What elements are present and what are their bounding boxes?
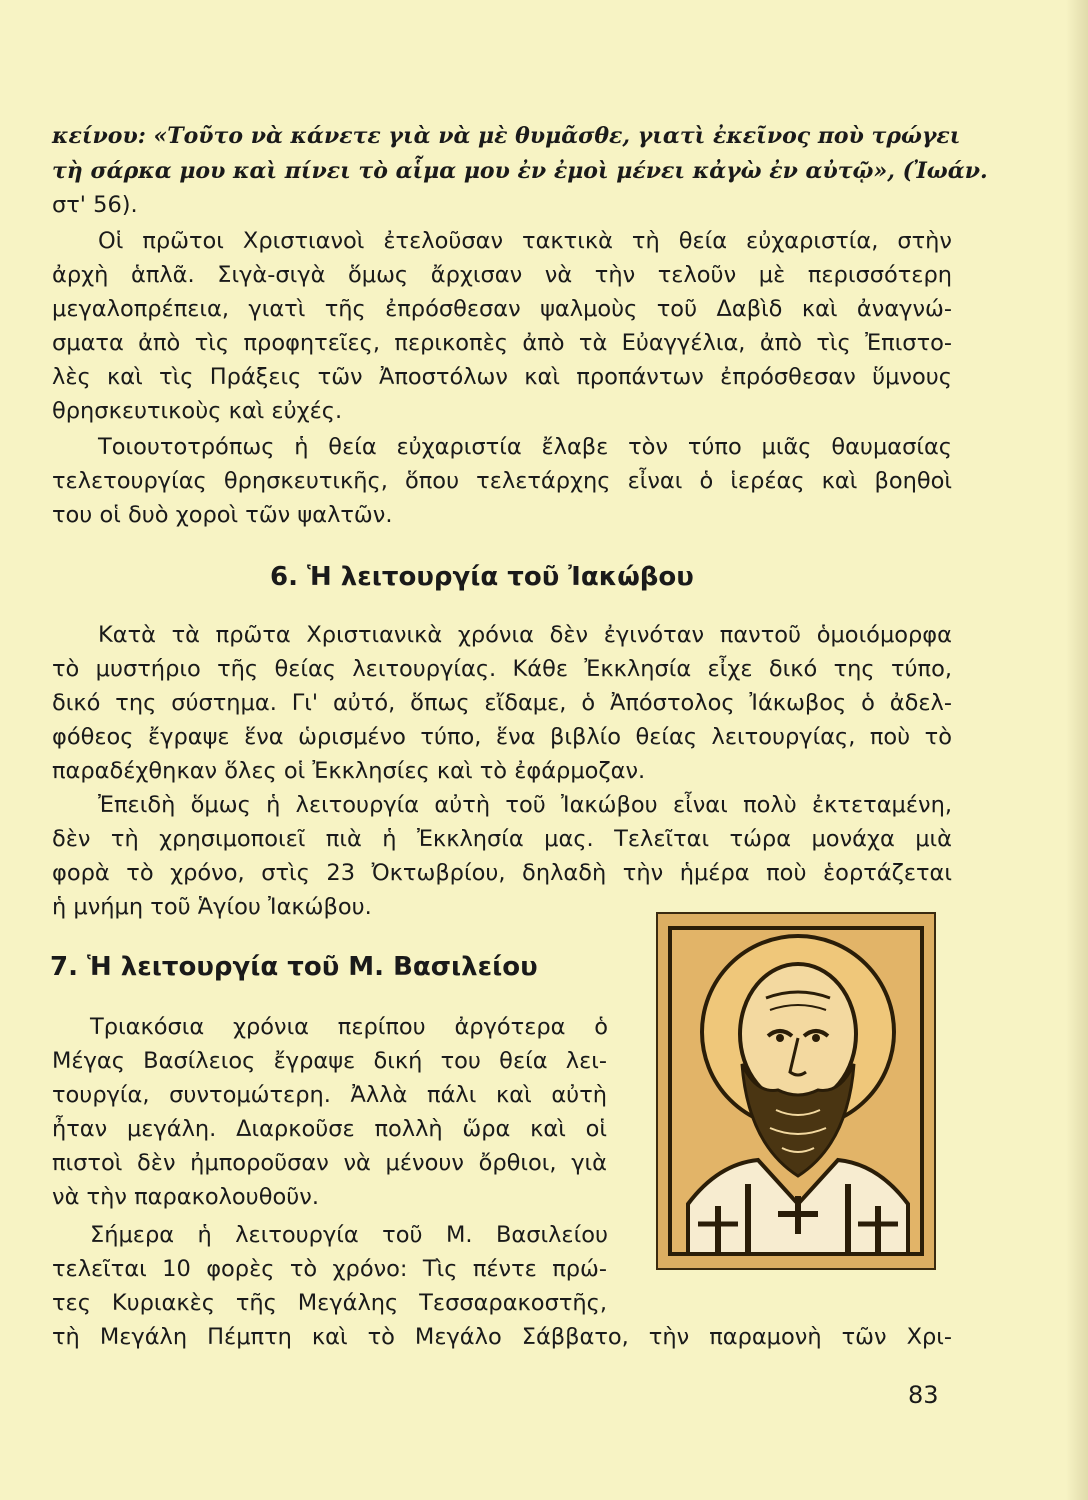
text-line: Κατὰ τὰ πρῶτα Χριστιανικὰ χρόνια δὲν ἐγινόταν παντοῦ ὁμοιόμορφα — [98, 622, 952, 648]
text-line: τουργία, συντομώτερη. Ἀλλὰ πάλι καὶ αὐτὴ — [52, 1082, 607, 1108]
text-line: τελεῖται 10 φορὲς τὸ χρόνο: Τὶς πέντε πρώ- — [52, 1256, 607, 1282]
text-line: του οἱ δυὸ χοροὶ τῶν ψαλτῶν. — [52, 502, 393, 528]
text-line: τες Κυριακὲς τῆς Μεγάλης Τεσσαρακοστῆς, — [52, 1290, 607, 1316]
text-line: νὰ τὴν παρακολουθοῦν. — [52, 1184, 319, 1210]
text-line: σματα ἀπὸ τὶς προφητεῖες, περικοπὲς ἀπὸ τὰ Εὐαγγέλια, ἀπὸ τὶς Ἐπιστο- — [52, 330, 952, 356]
text-line: Ἐπειδὴ ὅμως ἡ λειτουργία αὐτὴ τοῦ Ἰακώβου εἶναι πολὺ ἐκτεταμένη, — [98, 792, 952, 818]
text-line: λὲς καὶ τὶς Πράξεις τῶν Ἀποστόλων καὶ προπάντων ἐπρόσθεσαν ὕμνους — [52, 364, 952, 390]
page-edge-shadow — [1066, 0, 1088, 1500]
text-line: τὴ σάρκα μου καὶ πίνει τὸ αἷμα μου ἐν ἐμοὶ μένει κἀγὼ ἐν αὐτῷ», (Ἰωάν. — [52, 158, 988, 184]
text-line: δικό της σύστημα. Γι' αὐτό, ὅπως εἴδαμε, ὁ Ἀπόστολος Ἰάκωβος ὁ ἀδελ- — [52, 690, 952, 716]
text-line: πιστοὶ δὲν ἠμποροῦσαν νὰ μένουν ὄρθιοι, γιὰ — [52, 1150, 607, 1176]
text-line: στ' 56). — [52, 192, 138, 218]
section-heading-7: 7. Ἡ λειτουργία τοῦ Μ. Βασιλείου — [50, 952, 538, 982]
text-line: Τοιουτοτρόπως ἡ θεία εὐχαριστία ἔλαβε τὸν τύπο μιᾶς θαυμασίας — [98, 434, 952, 460]
text-line: Τριακόσια χρόνια περίπου ἀργότερα ὁ — [90, 1014, 608, 1040]
text-line: τὴ Μεγάλη Πέμπτη καὶ τὸ Μεγάλο Σάββατο, τὴν παραμονὴ τῶν Χρι- — [52, 1324, 952, 1350]
text-line: θρησκευτικοὺς καὶ εὐχές. — [52, 398, 343, 424]
text-line: παραδέχθηκαν ὅλες οἱ Ἐκκλησίες καὶ τὸ ἐφάρμοζαν. — [52, 758, 646, 784]
text-line: Σήμερα ἡ λειτουργία τοῦ Μ. Βασιλείου — [90, 1222, 608, 1248]
text-line: δὲν τὴ χρησιμοποιεῖ πιὰ ἡ Ἐκκλησία μας. Τελεῖται τώρα μονάχα μιὰ — [52, 826, 952, 852]
text-line: τελετουργίας θρησκευτικῆς, ὅπου τελετάρχης εἶναι ὁ ἱερέας καὶ βοηθοὶ — [52, 468, 952, 494]
text-line: τὸ μυστήριο τῆς θείας λειτουργίας. Κάθε Ἐκκλησία εἶχε δικό της τύπο, — [52, 656, 952, 682]
saint-basil-icon-illustration — [656, 912, 936, 1270]
text-line: φορὰ τὸ χρόνο, στὶς 23 Ὀκτωβρίου, δηλαδὴ τὴν ἡμέρα ποὺ ἑορτάζεται — [52, 860, 952, 886]
page-number: 83 — [908, 1381, 939, 1409]
text-line: κείνου: «Τοῦτο νὰ κάνετε γιὰ νὰ μὲ θυμᾶσθε, γιατὶ ἐκεῖνος ποὺ τρώγει — [52, 123, 961, 149]
saint-portrait-icon — [658, 914, 934, 1268]
text-line: ἡ μνήμη τοῦ Ἁγίου Ἰακώβου. — [52, 894, 372, 920]
text-line: ἦταν μεγάλη. Διαρκοῦσε πολλὴ ὥρα καὶ οἱ — [52, 1116, 607, 1142]
text-line: Οἱ πρῶτοι Χριστιανοὶ ἐτελοῦσαν τακτικὰ τὴ θεία εὐχαριστία, στὴν — [98, 228, 952, 254]
text-line: Μέγας Βασίλειος ἔγραψε δική του θεία λει- — [52, 1048, 607, 1074]
text-line: ἀρχὴ ἁπλᾶ. Σιγὰ-σιγὰ ὅμως ἄρχισαν νὰ τὴν τελοῦν μὲ περισσότερη — [52, 262, 952, 288]
text-line: μεγαλοπρέπεια, γιατὶ τῆς ἐπρόσθεσαν ψαλμοὺς τοῦ Δαβὶδ καὶ ἀναγνώ- — [52, 296, 952, 322]
section-heading-6: 6. Ἡ λειτουργία τοῦ Ἰακώβου — [270, 562, 694, 592]
text-line: φόθεος ἔγραψε ἕνα ὡρισμένο τύπο, ἕνα βιβλίο θείας λειτουργίας, ποὺ τὸ — [52, 724, 952, 750]
